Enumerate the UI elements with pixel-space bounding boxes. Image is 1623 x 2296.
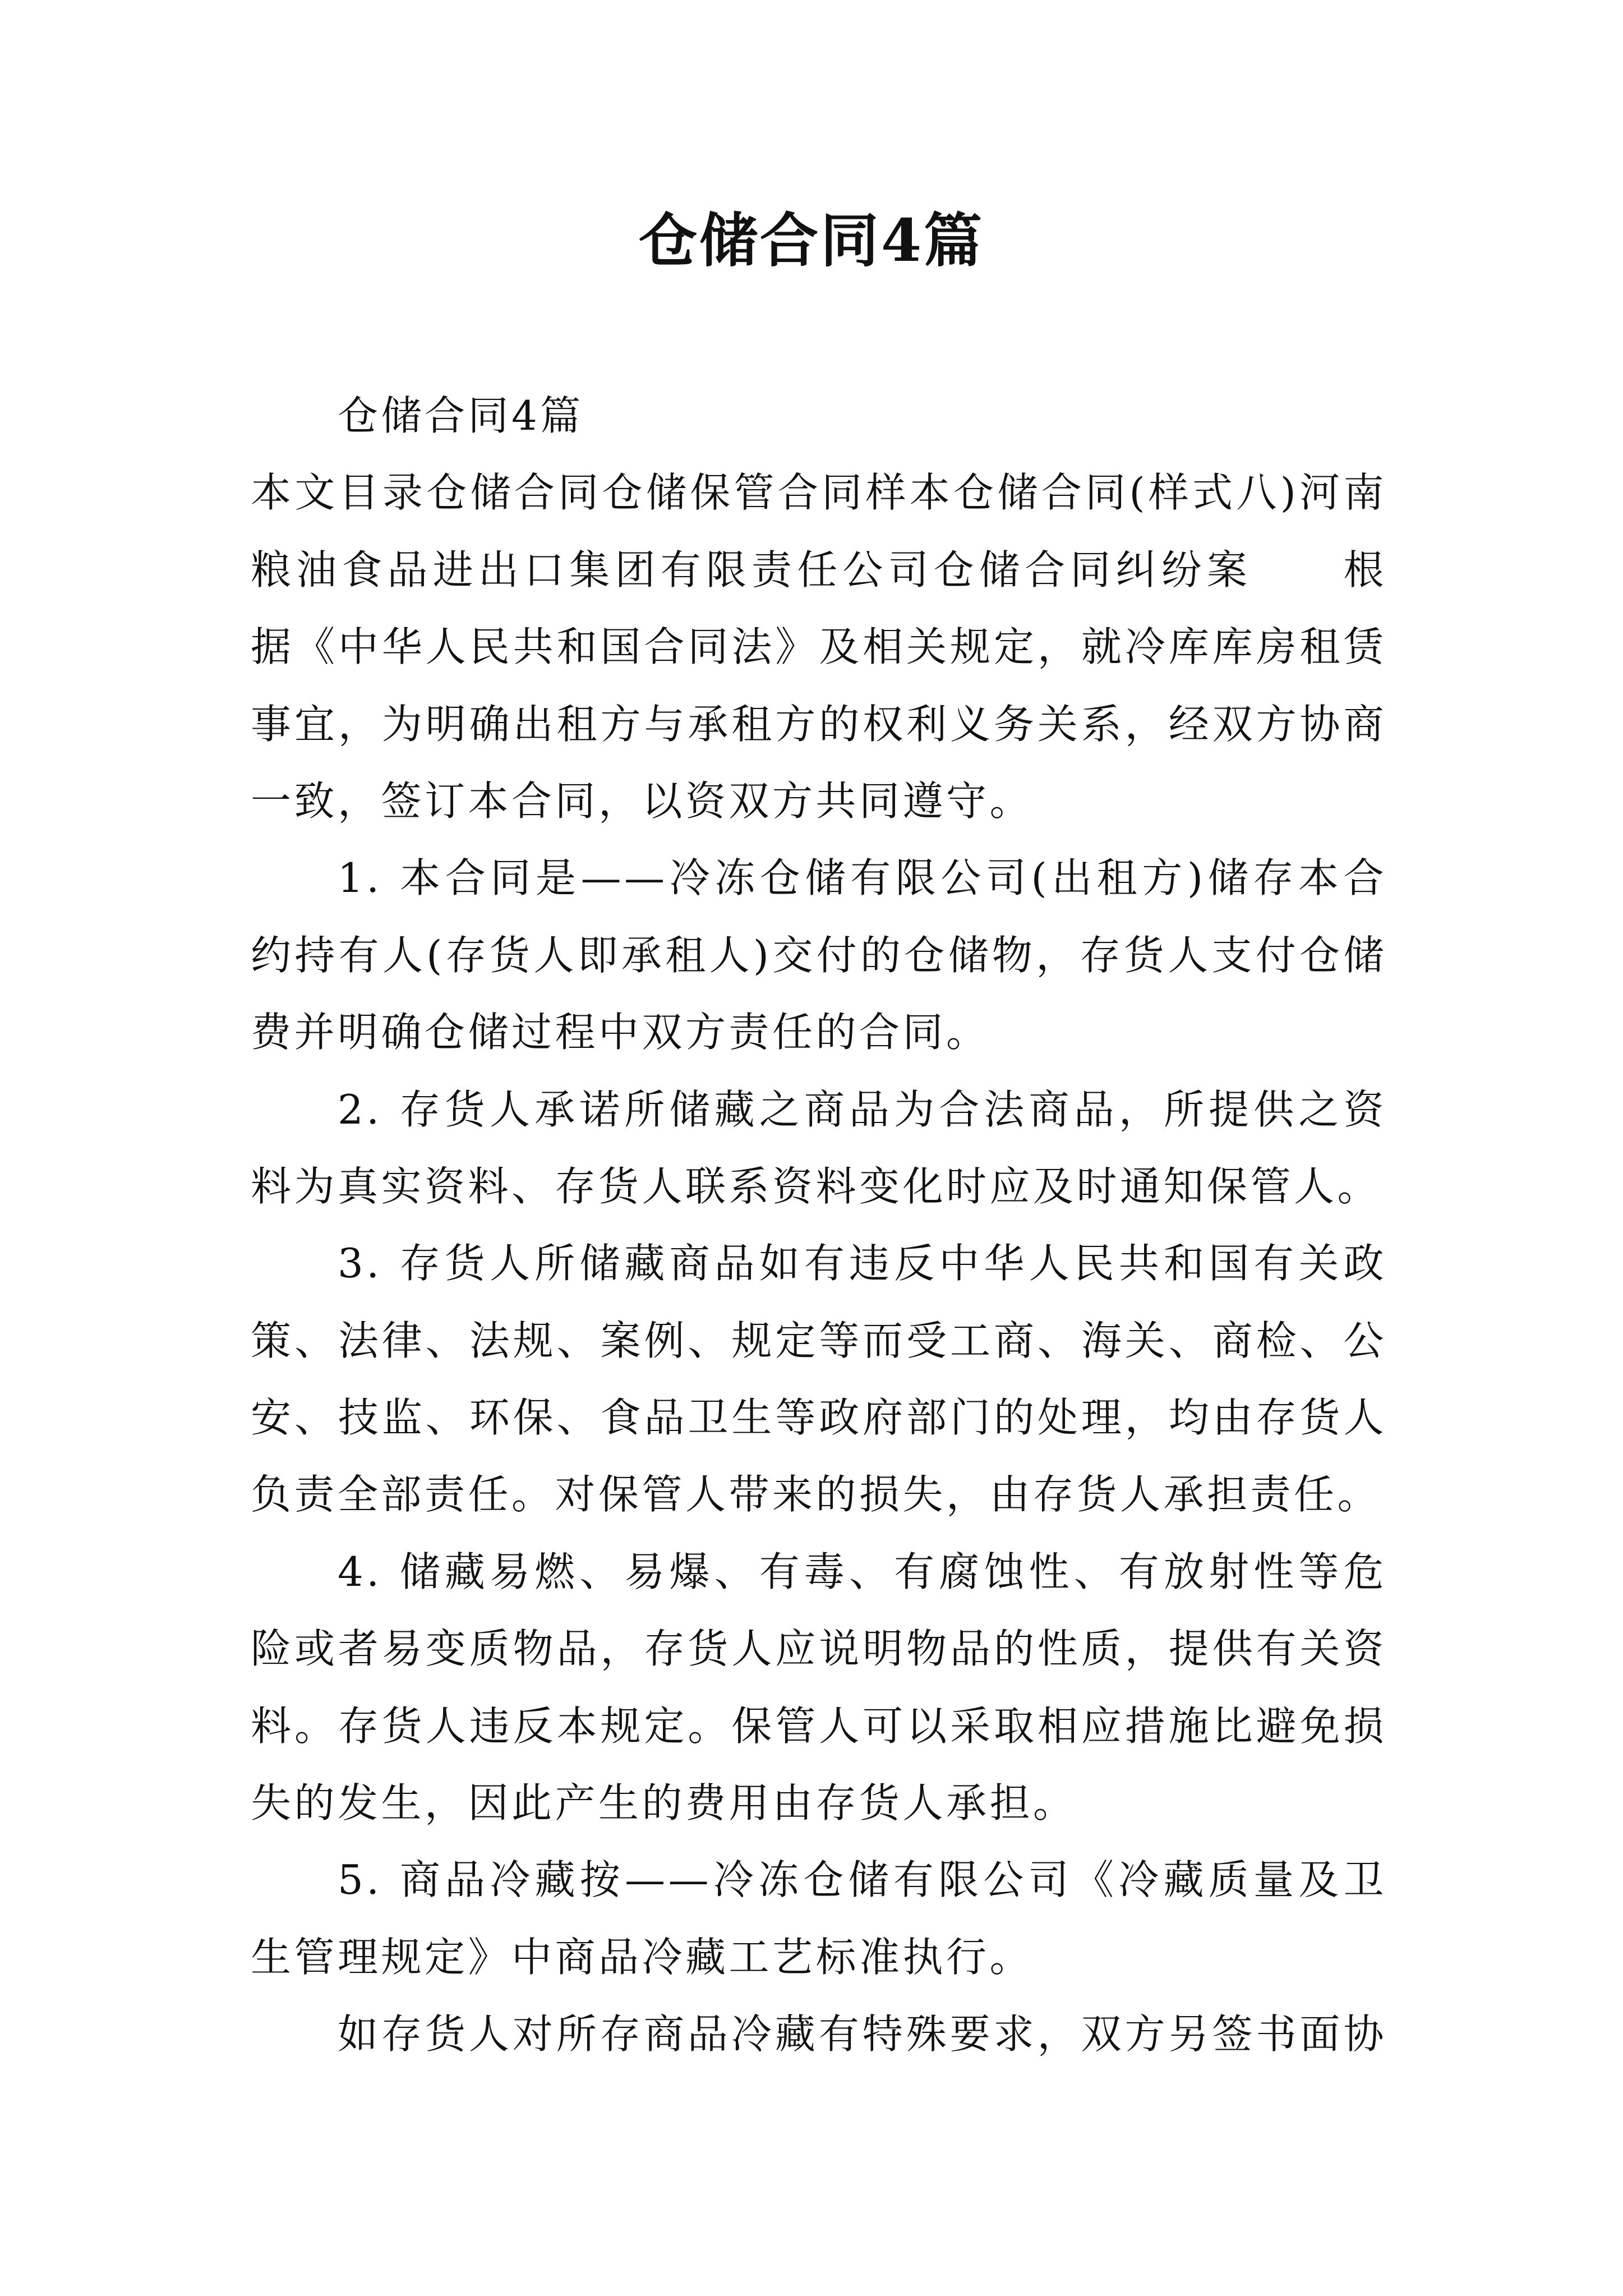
paragraph-line: 据《中华人民共和国合同法》及相关规定，就冷库库房租赁	[251, 623, 1387, 671]
paragraph-line: 粮油食品进出口集团有限责任公司仓储合同纠纷案 根	[251, 546, 1387, 593]
paragraph-line: 约持有人(存货人即承租人)交付的仓储物，存货人支付仓储	[251, 931, 1387, 979]
document-subtitle: 仓储合同4篇	[338, 392, 584, 439]
paragraph-line: 失的发生，因此产生的费用由存货人承担。	[251, 1779, 1077, 1827]
paragraph-line: 5. 商品冷藏按——冷冻仓储有限公司《冷藏质量及卫	[338, 1856, 1387, 1904]
paragraph-line: 料。存货人违反本规定。保管人可以采取相应措施比避免损	[251, 1702, 1387, 1750]
paragraph-line: 1. 本合同是——冷冻仓储有限公司(出租方)储存本合	[338, 854, 1387, 902]
paragraph-line: 生管理规定》中商品冷藏工艺标准执行。	[251, 1933, 1034, 1981]
document-body	[251, 378, 1387, 2073]
paragraph-line: 3. 存货人所储藏商品如有违反中华人民共和国有关政	[338, 1240, 1387, 1287]
paragraph-line: 安、技监、环保、食品卫生等政府部门的处理，均由存货人	[251, 1394, 1387, 1442]
paragraph-line: 如存货人对所存商品冷藏有特殊要求，双方另签书面协	[338, 2010, 1387, 2058]
paragraph-line: 4. 储藏易燃、易爆、有毒、有腐蚀性、有放射性等危	[338, 1548, 1387, 1595]
paragraph-line: 费并明确仓储过程中双方责任的合同。	[251, 1009, 990, 1056]
document-title: 仓储合同4篇	[638, 206, 985, 275]
clause-4	[251, 1534, 1387, 1842]
clause-2	[251, 1071, 1387, 1226]
paragraph-line: 本文目录仓储合同仓储保管合同样本仓储合同(样式八)河南	[251, 469, 1387, 517]
paragraph-line: 险或者易变质物品，存货人应说明物品的性质，提供有关资	[251, 1625, 1387, 1673]
paragraph-line: 负责全部责任。对保管人带来的损失，由存货人承担责任。	[251, 1471, 1381, 1519]
closing-paragraph	[251, 1996, 1387, 2073]
clause-5	[251, 1842, 1387, 1996]
paragraph-line: 策、法律、法规、案例、规定等而受工商、海关、商检、公	[251, 1317, 1387, 1364]
paragraph-line: 料为真实资料、存货人联系资料变化时应及时通知保管人。	[251, 1162, 1381, 1210]
clause-1	[251, 840, 1387, 1071]
paragraph-line: 事宜，为明确出租方与承租方的权利义务关系，经双方协商	[251, 700, 1387, 748]
clause-3	[251, 1225, 1387, 1534]
paragraph-line: 2. 存货人承诺所储藏之商品为合法商品，所提供之资	[338, 1085, 1387, 1133]
intro-paragraph	[251, 454, 1387, 840]
paragraph-line: 一致，签订本合同，以资双方共同遵守。	[251, 777, 1034, 825]
